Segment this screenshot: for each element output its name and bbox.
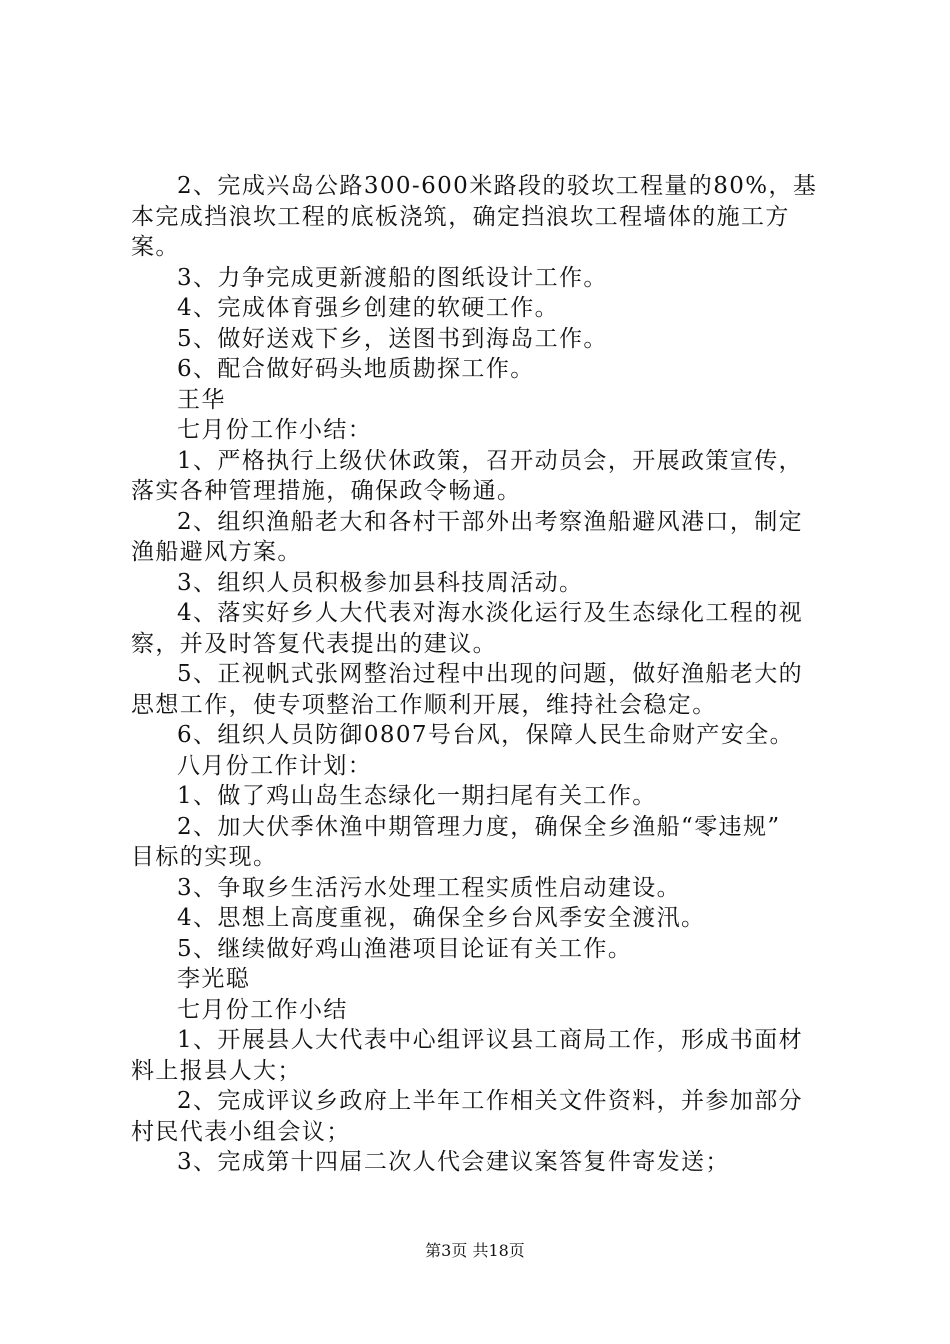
paragraph-line: 目标的实现。 [131,844,278,870]
paragraph-line: 5、继续做好鸡山渔港项目论证有关工作。 [177,935,633,962]
paragraph-line: 1、严格执行上级伏休政策，召开动员会，开展政策宣传， [177,447,804,474]
paragraph [131,598,831,659]
paragraph-line: 村民代表小组会议； [131,1118,351,1145]
paragraph [131,659,831,720]
paragraph-line: 案。 [131,234,180,260]
paragraph [131,324,831,355]
paragraph-line: 3、完成第十四届二次人代会建议案答复件寄发送； [177,1149,730,1175]
paragraph-line: 2、加大伏季休渔中期管理力度，确保全乡渔船“零违规” [177,813,781,840]
paragraph [131,903,831,934]
paragraph [131,1086,831,1147]
paragraph-line: 2、完成评议乡政府上半年工作相关文件资料，并参加部分 [177,1088,804,1114]
paragraph-line: 3、争取乡生活污水处理工程实质性启动建设。 [177,874,682,901]
paragraph-line: 渔船避风方案。 [131,539,302,565]
page-footer: 第3页 共18页 [425,1241,525,1260]
paragraph-line: 1、做了鸡山岛生态绿化一期扫尾有关工作。 [177,783,657,809]
paragraph-line: 1、开展县人大代表中心组评议县工商局工作，形成书面材 [177,1027,804,1053]
paragraph-line: 王华 [177,386,226,413]
paragraph [131,720,831,751]
paragraph-line: 料上报县人大； [131,1057,302,1084]
paragraph [131,354,831,385]
paragraph-line: 3、组织人员积极参加县科技周活动。 [177,569,584,596]
paragraph [131,1025,831,1086]
paragraph [131,873,831,904]
paragraph-line: 5、正视帆式张网整治过程中出现的问题，做好渔船老大的 [177,661,804,687]
paragraph-line: 2、组织渔船老大和各村干部外出考察渔船避风港口，制定 [177,508,804,535]
paragraph [131,964,831,995]
paragraph-line: 2、完成兴岛公路300-600米路段的驳坎工程量的80%，基 [177,173,818,199]
paragraph-line: 七月份工作小结： [177,417,373,443]
paragraph [131,293,831,324]
paragraph-line: 6、组织人员防御0807号台风，保障人民生命财产安全。 [177,722,794,748]
paragraph [131,781,831,812]
paragraph [131,446,831,507]
paragraph [131,263,831,294]
paragraph-line: 李光聪 [177,966,251,992]
paragraph-line: 察，并及时答复代表提出的建议。 [131,630,497,657]
paragraph-line: 6、配合做好码头地质勘探工作。 [177,356,535,382]
paragraph-line: 4、落实好乡人大代表对海水淡化运行及生态绿化工程的视 [177,600,804,626]
paragraph-line: 思想工作，使专项整治工作顺利开展，维持社会稳定。 [131,691,717,718]
paragraph-line: 八月份工作计划： [177,752,373,779]
paragraph [131,751,831,782]
paragraph [131,171,831,263]
paragraph-line: 4、完成体育强乡创建的软硬工作。 [177,295,560,321]
paragraph [131,934,831,965]
paragraph [131,507,831,568]
paragraph [131,1147,831,1178]
paragraph [131,812,831,873]
paragraph-line: 本完成挡浪坎工程的底板浇筑，确定挡浪坎工程墙体的施工方 [131,203,790,230]
paragraph-line: 落实各种管理措施，确保政令畅通。 [131,478,522,504]
paragraph-line: 4、思想上高度重视，确保全乡台风季安全渡汛。 [177,905,706,931]
paragraph-line: 5、做好送戏下乡，送图书到海岛工作。 [177,325,608,352]
paragraph [131,568,831,599]
paragraph [131,385,831,416]
document-body [131,171,831,1178]
paragraph [131,415,831,446]
paragraph-line: 七月份工作小结 [177,996,348,1023]
paragraph [131,995,831,1026]
paragraph-line: 3、力争完成更新渡船的图纸设计工作。 [177,264,608,291]
